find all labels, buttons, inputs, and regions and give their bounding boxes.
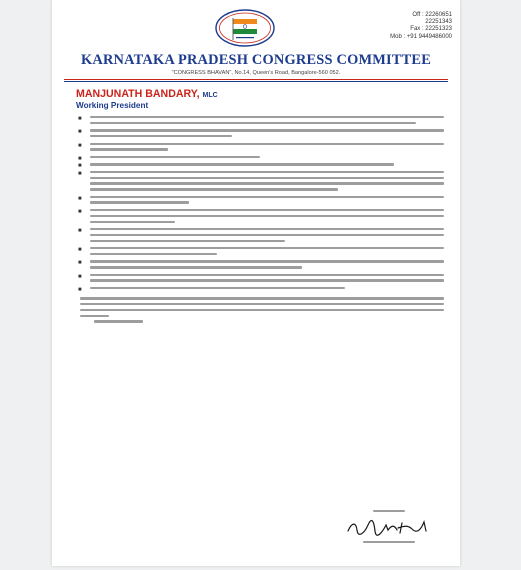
list-item: ■ [72,228,444,242]
list-item: ■ [72,129,444,137]
regards-line [72,320,444,322]
list-item: ■ [72,260,444,268]
list-item: ■ [72,163,444,165]
organization-title: KARNATAKA PRADESH CONGRESS COMMITTEE [80,52,432,68]
closing-paragraph [72,297,444,317]
sender-designation: Working President [76,101,149,110]
letter-body [72,116,444,326]
list-item: ■ [72,196,444,204]
list-item: ■ [72,287,444,289]
sender-name [76,88,218,100]
list-item: ■ [72,143,444,151]
list-item: ■ [72,116,444,124]
party-flag-emblem-icon [214,8,276,48]
list-item: ■ [72,156,444,158]
list-item: ■ [72,171,444,191]
header-divider [64,79,448,80]
contact-block [362,12,452,41]
sender-name-suffix: MLC [202,92,218,99]
contact-office-2: 22251343 [425,19,452,26]
list-item: ■ [72,247,444,255]
sender-name-text: MANJUNATH BANDARY, [76,88,200,100]
header-divider-thin [64,81,448,82]
contact-mobile: Mob : +91 9449486000 [390,33,452,40]
letter-page [52,0,460,566]
list-item: ■ [72,209,444,223]
signature-block [344,510,434,547]
contact-office: Off : 22260651 [412,12,452,18]
contact-fax: Fax : 22251323 [410,26,452,33]
list-item: ■ [72,274,444,282]
handwritten-signature-icon [344,516,434,538]
organization-address: "CONGRESS BHAVAN", No.14, Queen's Road, Bangalore-560 052. [171,70,341,76]
